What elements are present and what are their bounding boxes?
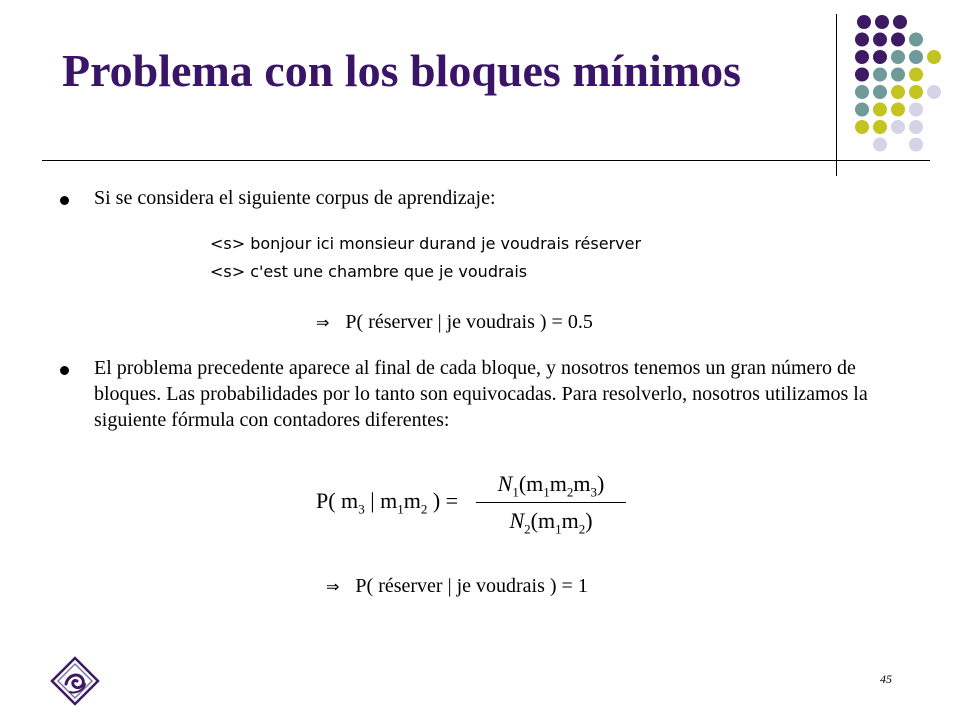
decorative-dot [855, 85, 869, 99]
decorative-dot [873, 33, 887, 47]
decorative-dot [873, 120, 887, 134]
decorative-dot [891, 120, 905, 134]
decorative-dot [909, 120, 923, 134]
formula-numerator: $N_1(m_1m_2m_3)$ [497, 471, 605, 500]
formula-denominator: $N_2(m_1m_2)$ [509, 508, 593, 537]
result-text-1: P( réserver | je voudrais ) = 0.5 [345, 311, 593, 333]
fraction-bar [476, 502, 626, 503]
decorative-dot [855, 68, 869, 82]
page-number: 45 [880, 672, 892, 686]
decorative-dot [909, 103, 923, 117]
decorative-dot [891, 103, 905, 117]
bullet-marker [60, 196, 69, 205]
decorative-dot [891, 33, 905, 47]
decorative-dot-grid [0, 0, 960, 160]
vertical-rule [836, 14, 837, 176]
decorative-dot [873, 50, 887, 64]
decorative-dot [909, 68, 923, 82]
horizontal-rule [42, 160, 930, 161]
institution-logo [50, 656, 100, 706]
slide-title: Problema con los bloques mínimos [62, 45, 741, 96]
decorative-dot [855, 33, 869, 47]
decorative-dot [909, 85, 923, 99]
decorative-dot [909, 50, 923, 64]
decorative-dot [927, 50, 941, 64]
decorative-dot [891, 68, 905, 82]
decorative-dot [927, 85, 941, 99]
decorative-dot [875, 15, 889, 29]
decorative-dot [909, 33, 923, 47]
implies-arrow-icon: ⇒ [316, 315, 330, 332]
corpus-line-1: <s> bonjour ici monsieur durand je voudrais réserver [210, 234, 642, 253]
decorative-dot [857, 15, 871, 29]
decorative-dot [893, 15, 907, 29]
decorative-dot [909, 138, 923, 152]
decorative-dot [873, 85, 887, 99]
decorative-dot [873, 138, 887, 152]
bullet-text-2: El problema precedente aparece al final de cada bloque, y nosotros tenemos un gran número de bloques. Las probabilidades por lo tanto son equivocadas. Para resolverlo, nosotros utilizamos la siguiente fórmula con contadores diferentes: [94, 357, 868, 431]
decorative-dot [891, 50, 905, 64]
decorative-dot [855, 120, 869, 134]
bullet-marker [60, 366, 69, 375]
decorative-dot [891, 85, 905, 99]
decorative-dot [873, 103, 887, 117]
result-line-1 [316, 309, 593, 337]
formula-lhs: P( $m_3$ | $m_1m_2$ ) = [316, 488, 459, 517]
implies-arrow-icon: ⇒ [326, 579, 340, 596]
corpus-line-2: <s> c'est une chambre que je voudrais [210, 262, 528, 281]
decorative-dot [855, 50, 869, 64]
decorative-dot [873, 68, 887, 82]
result-text-2: P( réserver | je voudrais ) = 1 [355, 575, 588, 597]
formula-fraction [476, 468, 626, 537]
result-line-2 [326, 573, 588, 601]
bullet-text-1: Si se considera el siguiente corpus de aprendizaje: [94, 187, 496, 209]
decorative-dot [855, 103, 869, 117]
